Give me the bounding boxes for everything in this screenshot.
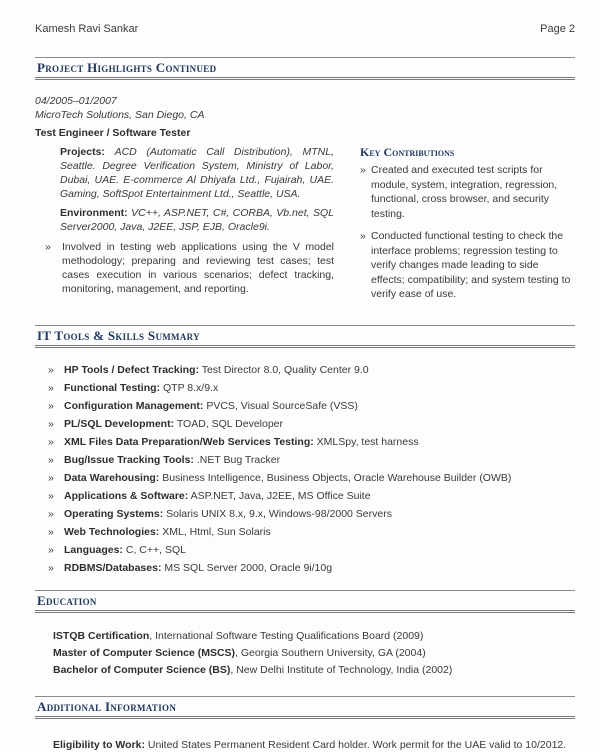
skill-item	[35, 561, 575, 577]
page-header	[35, 22, 575, 36]
key-contribution-item	[360, 229, 575, 302]
education-detail: , Georgia Southern University, GA (2004)	[235, 646, 426, 659]
skill-label: XML Files Data Preparation/Web Services Testing:	[64, 435, 314, 448]
skill-value: XML, Html, Sun Solaris	[162, 525, 271, 538]
skill-item	[35, 363, 575, 379]
bullet-glyph: »	[48, 561, 54, 574]
eligibility-line	[53, 738, 575, 752]
job-meta	[35, 94, 575, 122]
skill-text	[64, 507, 392, 523]
bullet-glyph: »	[48, 453, 54, 466]
skill-value: PVCS, Visual SourceSafe (VSS)	[206, 399, 358, 412]
job-bullet-text: Involved in testing web applications using the V model methodology; preparing and reviewing test cases; test cases execution in various scenarios; defect tracking, monitoring, management, and reporting.	[62, 241, 334, 295]
environment-paragraph	[60, 206, 334, 234]
education-item	[53, 645, 575, 662]
key-contribution-text: Conducted functional testing to check the interface problems; regression testing to verify changes made leading to side effects; compatibility; and system testing to verify ease of use.	[371, 230, 571, 300]
header-name: Kamesh Ravi Sankar	[35, 23, 139, 35]
skill-value: QTP 8.x/9.x	[162, 381, 219, 394]
education-item	[53, 662, 575, 679]
skill-value: MS SQL Server 2000, Oracle 9i/10g	[164, 561, 333, 574]
skill-label: PL/SQL Development:	[64, 417, 175, 430]
skills-list	[35, 363, 575, 577]
skill-label: Languages:	[64, 543, 123, 556]
skill-label: Web Technologies:	[64, 525, 160, 538]
education-degree: ISTQB Certification	[53, 629, 150, 642]
section-heading-skills	[35, 325, 575, 348]
project-left-column	[35, 126, 334, 310]
skill-label: Data Warehousing:	[64, 471, 160, 484]
job-title: Test Engineer / Software Tester	[35, 127, 191, 139]
key-contribution-text: Created and executed test scripts for module, system, integration, regression, functional, cross browser, and security testing.	[371, 164, 558, 220]
skill-item	[35, 489, 575, 505]
bullet-glyph: »	[48, 489, 54, 502]
skill-item	[35, 507, 575, 523]
bullet-glyph: »	[48, 381, 54, 394]
skill-text	[64, 471, 511, 487]
education-list	[53, 628, 575, 679]
job-date-range: 04/2005–01/2007	[35, 95, 117, 107]
skill-text	[64, 399, 358, 415]
section-title: IT Tools & Skills Summary	[37, 327, 200, 343]
bullet-glyph: »	[48, 525, 54, 538]
skill-label: Bug/Issue Tracking Tools:	[64, 453, 194, 466]
skill-text	[64, 435, 419, 451]
skill-label: Functional Testing:	[64, 381, 161, 394]
skill-text	[64, 561, 332, 577]
bullet-glyph: »	[45, 241, 51, 253]
section-title: Additional Information	[37, 698, 177, 714]
skill-item	[35, 417, 575, 433]
skill-text	[64, 453, 280, 469]
skill-value: Solaris UNIX 8.x, 9.x, Windows-98/2000 Servers	[166, 507, 392, 520]
bullet-glyph: »	[48, 399, 54, 412]
skill-value: Business Intelligence, Business Objects, Oracle Warehouse Builder (OWB)	[162, 471, 512, 484]
education-detail: , International Software Testing Qualifications Board (2009)	[149, 629, 424, 642]
bullet-glyph: »	[48, 363, 54, 376]
skill-item	[35, 399, 575, 415]
skill-item	[35, 435, 575, 451]
skill-label: Operating Systems:	[64, 507, 164, 520]
skill-label: HP Tools / Defect Tracking:	[64, 363, 199, 376]
environment-text: VC++, ASP.NET, C#, CORBA, Vb.net, SQL Server2000, Java, J2EE, JSP, EJB, Oracle9i.	[60, 207, 335, 233]
skill-item	[35, 525, 575, 541]
section-heading-additional-information	[35, 696, 575, 719]
key-contribution-item	[360, 163, 575, 221]
education-degree: Master of Computer Science (MSCS)	[53, 646, 236, 659]
section-title: Education	[37, 592, 97, 608]
key-contributions-heading: Key Contributions	[360, 145, 455, 159]
skill-item	[35, 381, 575, 397]
header-page-number: Page 2	[540, 23, 575, 35]
section-title: Project Highlights Continued	[37, 60, 217, 75]
education-item	[53, 628, 575, 645]
projects-label: Projects:	[60, 146, 105, 158]
environment-label: Environment:	[60, 207, 128, 219]
skill-value: Test Director 8.0, Quality Center 9.0	[201, 363, 369, 376]
key-contributions-column	[360, 145, 575, 310]
skill-text	[64, 417, 283, 433]
job-company: MicroTech Solutions, San Diego, CA	[35, 109, 205, 121]
skill-text	[64, 525, 271, 541]
eligibility-label: Eligibility to Work:	[53, 738, 145, 751]
projects-paragraph	[60, 145, 334, 201]
skill-text	[64, 543, 186, 559]
skill-value: C, C++, SQL	[125, 543, 186, 556]
eligibility-text: United States Permanent Resident Card holder. Work permit for the UAE valid to 10/2012.	[147, 738, 567, 751]
skill-text	[64, 381, 218, 397]
bullet-glyph: »	[360, 164, 366, 176]
skill-item	[35, 543, 575, 559]
skill-value: XMLSpy, test harness	[316, 435, 419, 448]
skill-item	[35, 453, 575, 469]
skill-label: Configuration Management:	[64, 399, 204, 412]
skill-value: TOAD, SQL Developer	[176, 417, 284, 430]
skill-text	[64, 363, 369, 379]
skill-item	[35, 471, 575, 487]
project-two-column	[35, 126, 575, 310]
bullet-glyph: »	[48, 435, 54, 448]
section-heading-education	[35, 590, 575, 613]
skill-label: RDBMS/Databases:	[64, 561, 162, 574]
job-bullet	[45, 240, 334, 296]
education-degree: Bachelor of Computer Science (BS)	[53, 663, 231, 676]
skill-text	[64, 489, 371, 505]
bullet-glyph: »	[48, 471, 54, 484]
skill-value: .NET Bug Tracker	[196, 453, 281, 466]
projects-text: ACD (Automatic Call Distribution), MTNL, Seattle. Degree Verification System, Ministry of Labor, Dubai, UAE. E-commerce Al Dhiyafa Ltd., Fujairah, UAE. Gaming, SoftSpot Entertainment Ltd., Seattle, USA.	[60, 146, 334, 200]
bullet-glyph: »	[48, 417, 54, 430]
bullet-glyph: »	[48, 507, 54, 520]
education-detail: , New Delhi Institute of Technology, India (2002)	[230, 663, 453, 676]
skill-label: Applications & Software:	[64, 489, 189, 502]
bullet-glyph: »	[48, 543, 54, 556]
skill-value: ASP.NET, Java, J2EE, MS Office Suite	[190, 489, 371, 502]
bullet-glyph: »	[360, 230, 366, 242]
section-heading-project-highlights	[35, 57, 575, 80]
